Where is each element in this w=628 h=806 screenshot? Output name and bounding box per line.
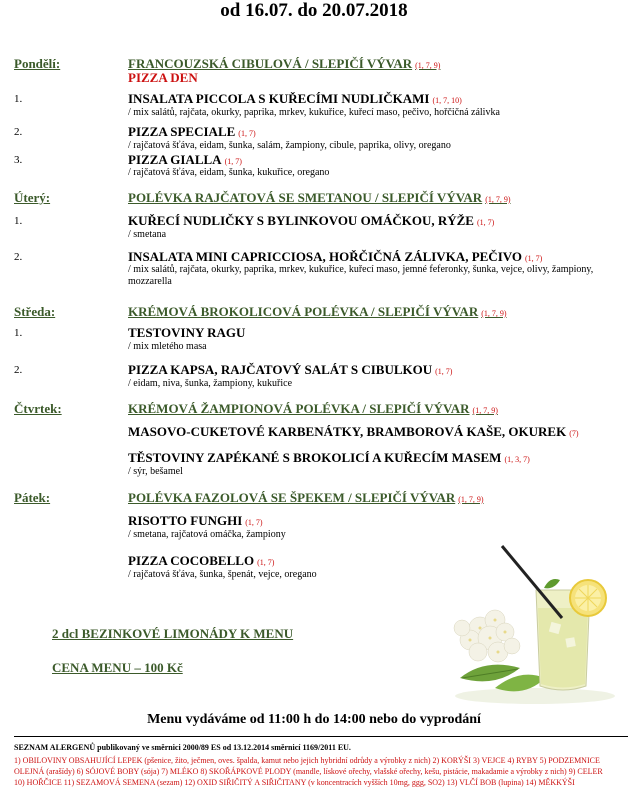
dish-description: / eidam, niva, šunka, žampiony, kukuřice <box>128 378 293 389</box>
allergen-heading: SEZNAM ALERGENŮ publikovaný ve směrnici 2000/89 ES od 13.12.2014 směrnicí 1169/2011 EU. <box>14 743 351 752</box>
special-monday: PIZZA DEN <box>128 70 198 85</box>
soup-thursday: KRÉMOVÁ ŽAMPIONOVÁ POLÉVKA / SLEPIČÍ VÝVAR (1, 7, 9) <box>128 401 498 416</box>
drink-offer: 2 dcl BEZINKOVÉ LIMONÁDY K MENU <box>52 626 294 641</box>
serving-hours: Menu vydáváme od 11:00 h do 14:00 nebo do vyprodání <box>147 712 481 727</box>
dish-number: 1. <box>14 215 23 227</box>
dish-description: / mix salátů, rajčata, okurky, paprika, mrkev, kukuřice, kuřecí maso, jemné feferonky, šunka, vejce, olivy, žampiony, mozzarella <box>128 264 594 287</box>
dish-description: / rajčatová šťáva, šunka, špenát, vejce, oregano <box>128 569 317 580</box>
dish-description: / sýr, bešamel <box>128 466 183 477</box>
menu-price: CENA MENU – 100 Kč <box>52 660 183 675</box>
dish-number: 1. <box>14 93 23 105</box>
dish-number: 3. <box>14 154 23 166</box>
soup-wednesday: KRÉMOVÁ BROKOLICOVÁ POLÉVKA / SLEPIČÍ VÝVAR (1, 7, 9) <box>128 304 507 319</box>
day-label-wednesday: Středa: <box>14 304 56 319</box>
dish-description: / rajčatová šťáva, eidam, šunka, kukuřice, oregano <box>128 167 330 178</box>
day-label-monday: Pondělí: <box>14 56 61 71</box>
dish-title: PIZZA COCOBELLO (1, 7) <box>128 553 275 568</box>
dish-number: 2. <box>14 251 23 263</box>
dish-title: PIZZA SPECIALE (1, 7) <box>128 124 256 139</box>
dish-title: RISOTTO FUNGHI (1, 7) <box>128 513 263 528</box>
dish-description: / mix salátů, rajčata, okurky, paprika, mrkev, kukuřice, kuřecí maso, pečivo, hořčičná zálivka <box>128 107 500 118</box>
dish-title: MASOVO-CUKETOVÉ KARBENÁTKY, BRAMBOROVÁ KAŠE, OKUREK (7) <box>128 424 579 439</box>
dish-description: / smetana <box>128 229 167 240</box>
dish-description: / smetana, rajčatová omáčka, žampiony <box>128 529 286 540</box>
soup-tuesday: POLÉVKA RAJČATOVÁ SE SMETANOU / SLEPIČÍ VÝVAR (1, 7, 9) <box>128 190 511 205</box>
soup-monday: FRANCOUZSKÁ CIBULOVÁ / SLEPIČÍ VÝVAR (1, 7, 9) <box>128 56 441 71</box>
dish-title: INSALATA MINI CAPRICCIOSA, HOŘČIČNÁ ZÁLIVKA, PEČIVO (1, 7) <box>128 249 543 264</box>
dish-description: / rajčatová šťáva, eidam, šunka, salám, žampiony, cibule, paprika, olivy, oregano <box>128 140 451 151</box>
allergen-list: 1) OBILOVINY OBSAHUJÍCÍ LEPEK (pšenice, žito, ječmen, oves. špalda, kamut nebo jejich hybridní odrůdy a výrobky z nich) 2) KORÝŠI 3) VEJCE 4) RYBY 5) PODZEMNICE OLEJNÁ (arašídy) 6) SÓJOVÉ BOBY (sója) 7) MLÉKO 8) SKOŘÁPKOVÉ PLODY (mandle, lískové ořechy, vlašské ořechy, kešu, pistácie, makadamie a výrobky z nich) 9) CELER 10) HOŘČICE 11) SEZAMOVÁ SEMENA (sezam) 12) OXID SIŘIČITÝ A SIŘIČITANY (v koncentracích vyšších 10mg, ggg, SO2) 13) VLČÍ BOB (lupina) 14) MĚKKÝŠI <box>14 756 603 787</box>
dish-number: 2. <box>14 364 23 376</box>
menu-title: od 16.07. do 20.07.2018 <box>220 0 408 21</box>
dish-title: PIZZA KAPSA, RAJČATOVÝ SALÁT S CIBULKOU (1, 7) <box>128 362 453 377</box>
dish-title: TESTOVINY RAGU <box>128 325 246 340</box>
divider <box>14 736 628 737</box>
day-label-friday: Pátek: <box>14 490 51 505</box>
dish-number: 1. <box>14 327 23 339</box>
soup-friday: POLÉVKA FAZOLOVÁ SE ŠPEKEM / SLEPIČÍ VÝVAR (1, 7, 9) <box>128 490 484 505</box>
dish-title: KUŘECÍ NUDLIČKY S BYLINKOVOU OMÁČKOU, RÝŽE (1, 7) <box>128 213 495 228</box>
day-label-tuesday: Úterý: <box>14 190 51 205</box>
lemonade-image <box>440 528 626 708</box>
dish-number: 2. <box>14 126 23 138</box>
dish-title: PIZZA GIALLA (1, 7) <box>128 152 242 167</box>
dish-title: TĚSTOVINY ZAPÉKANÉ S BROKOLICÍ A KUŘECÍM MASEM (1, 3, 7) <box>128 450 530 465</box>
dish-title: INSALATA PICCOLA S KUŘECÍMI NUDLIČKAMI (1, 7, 10) <box>128 91 462 106</box>
dish-description: / mix mletého masa <box>128 341 207 352</box>
day-label-thursday: Čtvrtek: <box>14 401 62 416</box>
